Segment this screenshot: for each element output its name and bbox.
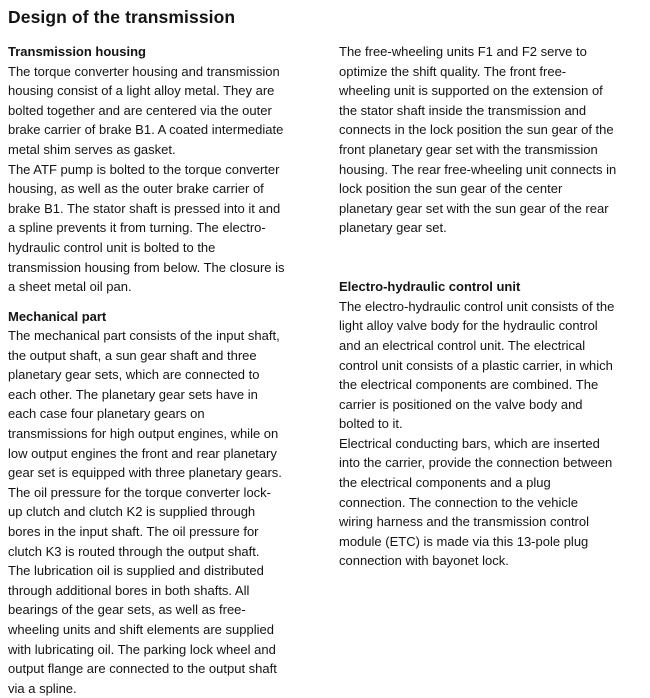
paragraph-line: low output engines the front and rear planetary [8,445,277,461]
paragraph-line: a sheet metal oil pan. [8,279,132,295]
paragraph-line: The free-wheeling units F1 and F2 serve to [339,44,587,59]
paragraph-line: The mechanical part consists of the input shaft, [8,328,280,344]
left-column [8,42,313,698]
paragraph-line: the electrical components are combined. The [339,377,599,393]
paragraph-line: The lubrication oil is supplied and distributed [8,563,264,579]
paragraph-line: the electrical components and a plug [339,475,551,491]
paragraph-line: carrier is positioned on the valve body and [339,396,583,412]
paragraph-line: wheeling units and shift elements are supplied [8,622,274,638]
paragraph-line: transmission housing from below. The closure is [8,259,285,275]
paragraph-line: each other. The planetary gear sets have in [8,386,258,402]
paragraph-line: housing, as well as the outer brake carrier of [8,181,264,197]
paragraph-line: light alloy valve body for the hydraulic control [339,318,598,334]
paragraph-line: control unit consists of a plastic carrier, in which [339,357,613,373]
paragraph-line: optimize the shift quality. The front free- [339,63,567,79]
section-spacer [339,238,645,277]
paragraph-line: the stator shaft inside the transmission and [339,102,587,118]
paragraph-line: The electro-hydraulic control unit consists of the [339,298,615,314]
paragraph-line: output flange are connected to the output shaft [8,661,277,677]
right-column [339,42,645,571]
paragraph-line: lock position the sun gear of the center [339,181,563,197]
paragraph-line: into the carrier, provide the connection between [339,455,613,471]
paragraph-line: with lubricating oil. The parking lock wheel and [8,641,276,657]
paragraph-line: the output shaft, a sun gear shaft and three [8,347,257,363]
paragraph-line: and an electrical control unit. The electrical [339,337,586,353]
section-body-transmission-housing [8,62,313,297]
paragraph-line: bolted to it. [339,416,403,432]
paragraph-line: connection. The connection to the vehicle [339,494,578,510]
paragraph-line: each case four planetary gears on [8,406,205,422]
paragraph-line: The ATF pump is bolted to the torque converter [8,161,280,177]
paragraph-line: wiring harness and the transmission control [339,514,590,530]
paragraph-line: planetary gear set with the sun gear of the rear [339,200,609,216]
paragraph-line: module (ETC) is made via this 13-pole plug [339,533,589,549]
section-heading-transmission-housing: Transmission housing [8,44,146,59]
paragraph-line: via a spline. [8,680,77,696]
section-spacer [8,297,313,307]
section-body-mechanical-part [8,326,313,698]
paragraph-line: connects in the lock position the sun gear of the [339,122,614,138]
paragraph-line: gear set is equipped with three planetary gears. [8,465,282,481]
paragraph-line: planetary gear set. [339,220,447,236]
paragraph-line: wheeling unit is supported on the extension of [339,83,603,99]
paragraph-line: through additional bores in both shafts. All [8,582,250,598]
paragraph-line: a spline prevents it from turning. The electro- [8,220,266,236]
paragraph-line: planetary gear sets, which are connected to [8,367,260,383]
paragraph-line: brake B1. The stator shaft is pressed into it and [8,200,281,216]
section-heading-mechanical-part: Mechanical part [8,308,107,324]
paragraph-line: bearings of the gear sets, as well as free- [8,602,246,618]
paragraph-line: metal shim serves as gasket. [8,141,176,157]
paragraph-line: up clutch and clutch K2 is supplied through [8,504,256,520]
paragraph-line: Electrical conducting bars, which are inserted [339,435,600,451]
paragraph-line: front planetary gear set with the transmission [339,141,598,157]
paragraph-line: housing. The rear free-wheeling unit connects in [339,161,617,177]
paragraph-line: clutch K3 is routed through the output shaft. [8,543,260,559]
paragraph-line: housing consist of a light alloy metal. They are [8,83,275,99]
paragraph-line: connection with bayonet lock. [339,553,509,569]
paragraph-line: bores in the input shaft. The oil pressure for [8,524,259,540]
paragraph-line: The oil pressure for the torque converter lock- [8,484,272,500]
paragraph-line: hydraulic control unit is bolted to the [8,239,216,255]
paragraph-line: bolted together and are centered via the outer [8,102,272,118]
paragraph-line: The torque converter housing and transmission [8,63,280,79]
page-title: Design of the transmission [8,7,236,27]
section-body-free-wheeling [339,42,645,238]
paragraph-line: brake carrier of brake B1. A coated intermediate [8,122,284,138]
paragraph-line: transmissions for high output engines, while on [8,426,279,442]
section-heading-electro-hydraulic-control-unit: Electro-hydraulic control unit [339,279,521,295]
section-body-electro-hydraulic-control-unit [339,297,645,571]
